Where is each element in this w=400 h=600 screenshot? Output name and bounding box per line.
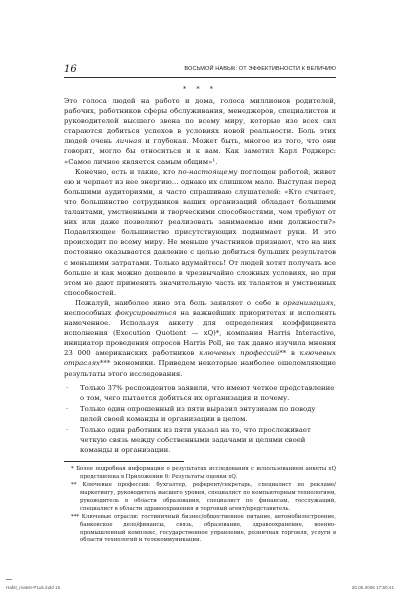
bullet-dot-icon: · xyxy=(66,404,69,413)
body-text xyxy=(64,96,336,545)
paragraph xyxy=(64,298,336,379)
footnote-mark: ** xyxy=(71,482,77,489)
italic-text: личная xyxy=(115,137,142,146)
text-run: и глубокая. Может быть, многое из того, что они говорят, могло бы относиться и к вам. Как заметил Карл Роджерс: «Самое личное является самым общим»¹. xyxy=(64,137,337,166)
running-title: ВОСЬМОЙ НАВЫК: ОТ ЭФФЕКТИВНОСТИ К ВЕЛИЧИЮ xyxy=(184,66,336,72)
footnote xyxy=(64,466,336,482)
italic-text: ключевых профессий xyxy=(199,349,280,358)
bullet-item xyxy=(64,404,336,424)
text-run: ** в xyxy=(279,349,300,358)
paragraphs xyxy=(64,96,336,379)
text-run: поглощен работой, живет ею и черпает из нее энергию… однако их слишком мало. Выступая перед большими аудиториями, я часто спрашиваю слушателей: «Кто считает, что большинство сотрудников ваших организаций обладает большими талантами, умственными и творческими способностями, чем требуют от них или даже позволяют реализовать занимаемые ими должности?» Подавляющее большинство присутствующих поднимает руки. И это происходит по всему миру. Не меньше участников признают, что на них постоянно оказывается давление с целью добиться бульших результатов с меньшими затратами. Только вдумайтесь! От людей хотят получать все больше и как можно дешевле в чрезвычайно сложных условиях, но при этом не дают применить значительную часть их талантов и умственных способностей. xyxy=(64,167,336,297)
bullet-text: Только 37% респондентов заявили, что имеют четкое представление о том, чего пытается добиться их организация и почему. xyxy=(80,383,335,402)
crop-mark xyxy=(6,579,12,580)
paragraph xyxy=(64,96,336,167)
bullet-text: Только один опрошенный из пяти выразил энтузиазм по поводу целей своей команды и организации в целом. xyxy=(80,404,316,423)
bullet-list xyxy=(64,383,336,456)
footnotes xyxy=(64,466,336,545)
bullet-item xyxy=(64,383,336,403)
header-rule xyxy=(64,77,336,78)
bullet-dot-icon: · xyxy=(66,383,69,392)
italic-text: ключевых отраслях xyxy=(64,349,336,368)
footnote-text: Ключевые профессии: бухгалтер, референт/секретарь, специалист по рекламе/маркетингу, руководитель высшего уровня, специалист по компьютерным технологиям, руководитель в области образования, специалист по финансам, госслужащий, специалист в области здравоохранения и торговый агент/представитель. xyxy=(76,482,336,512)
paragraph xyxy=(64,167,336,298)
slug-date: 20.05.2006 17:50:41 xyxy=(351,585,394,590)
footnote xyxy=(64,514,336,546)
bullet-item xyxy=(64,425,336,455)
footnote-text: Более подробная информация о результатах исследования с использованием анкеты xQ представлена в Приложении 6: Результаты оценки xQ. xyxy=(73,466,336,481)
text-run: *** экономики. Приведем некоторые наиболее ошеломляющие результаты этого исследования. xyxy=(64,359,336,378)
footnote-text: Ключевые отрасли: гостиничный бизнес/общественное питание, автомобилестроение, банковское дело/финансы, связь, образование, здравоохранение, военно-промышленный комплекс, государственное управление, розничная торговля, услуги в области технологий и телекоммуникации. xyxy=(79,513,336,544)
italic-text: организациях xyxy=(283,298,334,307)
bullet-text: Только один работник из пяти указал на то, что прослеживает четкую связь между собственными задачами и целями своей команды и организации. xyxy=(80,426,311,455)
text-run: на важнейших приоритетах и исполнять намеченное. Используя анкету для определения коэффициента исполнения (Execution Quotient — xQ)*, компания Harris Interactive, инициатор проведения опросов Harris Poll, не так давно изучила мнения 23 000 американских работников xyxy=(64,308,336,358)
text-run: Это голоса людей на работе и дома, голоса миллионов родителей, рабочих, работников сферы обслуживания, менеджеров, специалистов и руководителей высшего звена по всему миру, которые изо всех сил стараются добиться успехов в условиях новой реальности. Боль этих людей очень xyxy=(64,97,336,146)
text-run: , неспособных xyxy=(64,298,336,317)
footnote-mark: *** xyxy=(71,513,80,520)
text-run: Конечно, есть и такие, кто xyxy=(75,167,179,176)
slug-file: Habit_maket-P1uk.indd 16 xyxy=(6,585,61,590)
print-slug xyxy=(6,585,394,590)
italic-text: фокусироваться xyxy=(115,308,177,317)
page-number: 16 xyxy=(64,64,77,75)
footnote xyxy=(64,482,336,514)
footnote-rule xyxy=(64,461,184,462)
section-separator: * * * xyxy=(183,85,217,93)
footnote-mark: * xyxy=(71,466,74,473)
text-run: Пожалуй, наиболее явно эта боль заявляет о себе в xyxy=(75,298,284,307)
bullet-dot-icon: · xyxy=(66,426,69,434)
italic-text: по-настоящему xyxy=(178,167,238,176)
